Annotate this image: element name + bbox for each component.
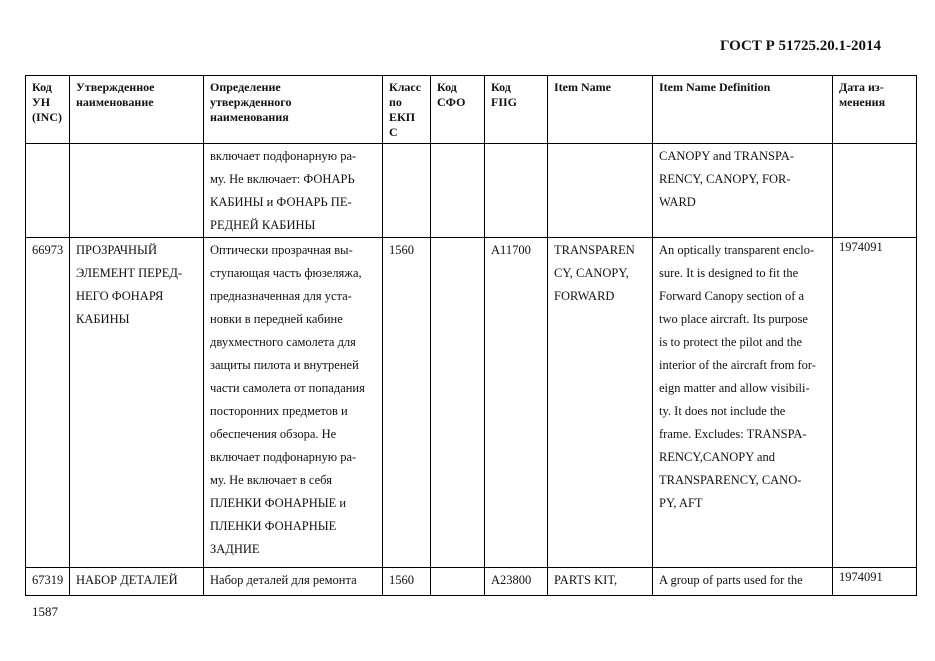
header-line: С	[389, 125, 398, 139]
col-sfo-cell	[431, 144, 485, 238]
header-line: УН	[32, 95, 51, 109]
cell-line: Оптически прозрачная вы-	[210, 243, 353, 257]
col-item-name-header	[548, 76, 653, 144]
table-row	[26, 144, 917, 238]
cell-line: включает подфонарную ра-	[210, 450, 357, 464]
cell-line: ПРОЗРАЧНЫЙ	[76, 243, 157, 257]
header-line: утвержденного	[210, 95, 292, 109]
col-code-cell	[26, 238, 70, 568]
cell-line: TRANSPAREN	[554, 243, 635, 257]
cell-line: ПЛЕНКИ ФОНАРНЫЕ и	[210, 496, 347, 510]
cell-value: 67319	[32, 573, 64, 587]
col-change-date-cell	[833, 144, 917, 238]
cell-line: WARD	[659, 195, 696, 209]
cell-line: RENCY,CANOPY and	[659, 450, 775, 464]
cell-line: ступающая часть фюзеляжа,	[210, 266, 362, 280]
cell-line: му. Не включает: ФОНАРЬ	[210, 172, 355, 186]
cell-line: ПЛЕНКИ ФОНАРНЫЕ	[210, 519, 337, 533]
col-item-definition-cell	[653, 568, 833, 596]
cell-line: CANOPY and TRANSPA-	[659, 149, 794, 163]
cell-value	[839, 145, 916, 147]
cell-value: 1560	[389, 573, 414, 587]
col-definition-cell	[204, 568, 383, 596]
header-line: Item Name Definition	[659, 80, 771, 94]
header-line: Код	[491, 80, 511, 94]
header-line: Код	[437, 80, 457, 94]
col-approved-name-header	[70, 76, 204, 144]
col-class-cell	[383, 238, 431, 568]
cell-line: Forward Canopy section of a	[659, 289, 805, 303]
cell-line: An optically transparent enclo-	[659, 243, 815, 257]
col-item-definition-header	[653, 76, 833, 144]
cell-line: ЗАДНИЕ	[210, 542, 260, 556]
header-line: ЕКП	[389, 110, 416, 124]
header-line: Код	[32, 80, 52, 94]
col-approved-name-cell	[70, 144, 204, 238]
header-line: Item Name	[554, 80, 611, 94]
col-class-cell	[383, 144, 431, 238]
col-fiig-cell	[485, 568, 548, 596]
header-line: Утвержденное	[76, 80, 155, 94]
cell-line: eign matter and allow visibili-	[659, 381, 810, 395]
cell-line: включает подфонарную ра-	[210, 149, 357, 163]
col-class-cell	[383, 568, 431, 596]
document-code: ГОСТ Р 51725.20.1-2014	[720, 38, 882, 54]
cell-line: КАБИНЫ	[76, 312, 130, 326]
col-item-definition-cell	[653, 144, 833, 238]
col-change-date-cell	[833, 238, 917, 568]
cell-line: frame. Excludes: TRANSPA-	[659, 427, 807, 441]
cell-line: TRANSPARENCY, CANO-	[659, 473, 802, 487]
cell-line: защиты пилота и внутреней	[210, 358, 359, 372]
cell-line: ЭЛЕМЕНТ ПЕРЕД-	[76, 266, 183, 280]
col-approved-name-cell	[70, 568, 204, 596]
cell-line: sure. It is designed to fit the	[659, 266, 799, 280]
header-line: наименования	[210, 110, 289, 124]
cell-line: новки в передней кабине	[210, 312, 343, 326]
cell-line: RENCY, CANOPY, FOR-	[659, 172, 791, 186]
col-code-header	[26, 76, 70, 144]
col-fiig-cell	[485, 238, 548, 568]
cell-value: 1560	[389, 243, 414, 257]
col-definition-header	[204, 76, 383, 144]
cell-line: Набор деталей для ремонта	[210, 573, 357, 587]
cell-value: A23800	[491, 573, 532, 587]
cell-line: is to protect the pilot and the	[659, 335, 803, 349]
table-row	[26, 238, 917, 568]
header-line: менения	[839, 95, 886, 109]
cell-value: 66973	[32, 243, 64, 257]
col-definition-cell	[204, 238, 383, 568]
col-item-name-cell	[548, 238, 653, 568]
header-line: Дата из-	[839, 80, 884, 94]
cell-line: two place aircraft. Its purpose	[659, 312, 808, 326]
col-sfo-cell	[431, 568, 485, 596]
cell-line: ty. It does not include the	[659, 404, 786, 418]
col-class-header	[383, 76, 431, 144]
cell-line: PARTS KIT,	[554, 573, 618, 587]
cell-line: му. Не включает в себя	[210, 473, 332, 487]
cell-line: РЕДНЕЙ КАБИНЫ	[210, 218, 316, 232]
cell-line: части самолета от попадания	[210, 381, 365, 395]
col-change-date-header	[833, 76, 917, 144]
header-line: (INC)	[32, 110, 62, 124]
page-number: 1587	[32, 604, 58, 619]
cell-line: двухместного самолета для	[210, 335, 356, 349]
col-sfo-cell	[431, 238, 485, 568]
cell-line: PY, AFT	[659, 496, 703, 510]
header-line: Определение	[210, 80, 281, 94]
table-row	[26, 568, 917, 596]
cell-value: 1974091	[839, 240, 883, 254]
cell-line: обеспечения обзора. Не	[210, 427, 337, 441]
col-item-name-cell	[548, 144, 653, 238]
header-line: наименование	[76, 95, 154, 109]
header-line: FIIG	[491, 95, 518, 109]
col-item-name-cell	[548, 568, 653, 596]
cell-line: посторонних предметов и	[210, 404, 348, 418]
col-code-cell	[26, 568, 70, 596]
col-approved-name-cell	[70, 238, 204, 568]
col-sfo-header	[431, 76, 485, 144]
col-item-definition-cell	[653, 238, 833, 568]
header-line: Класс	[389, 80, 422, 94]
col-definition-cell	[204, 144, 383, 238]
cell-line: КАБИНЫ и ФОНАРЬ ПЕ-	[210, 195, 352, 209]
header-line: СФО	[437, 95, 466, 109]
cell-line: interior of the aircraft from for-	[659, 358, 816, 372]
cell-value: A11700	[491, 243, 531, 257]
cell-line: НАБОР ДЕТАЛЕЙ	[76, 573, 178, 587]
header-line: по	[389, 95, 402, 109]
col-code-cell	[26, 144, 70, 238]
cell-line: НЕГО ФОНАРЯ	[76, 289, 164, 303]
cell-line: предназначенная для уста-	[210, 289, 352, 303]
cell-line: CY, CANOPY,	[554, 266, 629, 280]
col-change-date-cell	[833, 568, 917, 596]
cell-line: FORWARD	[554, 289, 615, 303]
table-body	[26, 144, 917, 596]
col-fiig-header	[485, 76, 548, 144]
cell-value: 1974091	[839, 570, 883, 584]
catalog-table	[25, 75, 917, 596]
table-header-row	[26, 76, 917, 144]
cell-line: A group of parts used for the	[659, 573, 803, 587]
col-fiig-cell	[485, 144, 548, 238]
